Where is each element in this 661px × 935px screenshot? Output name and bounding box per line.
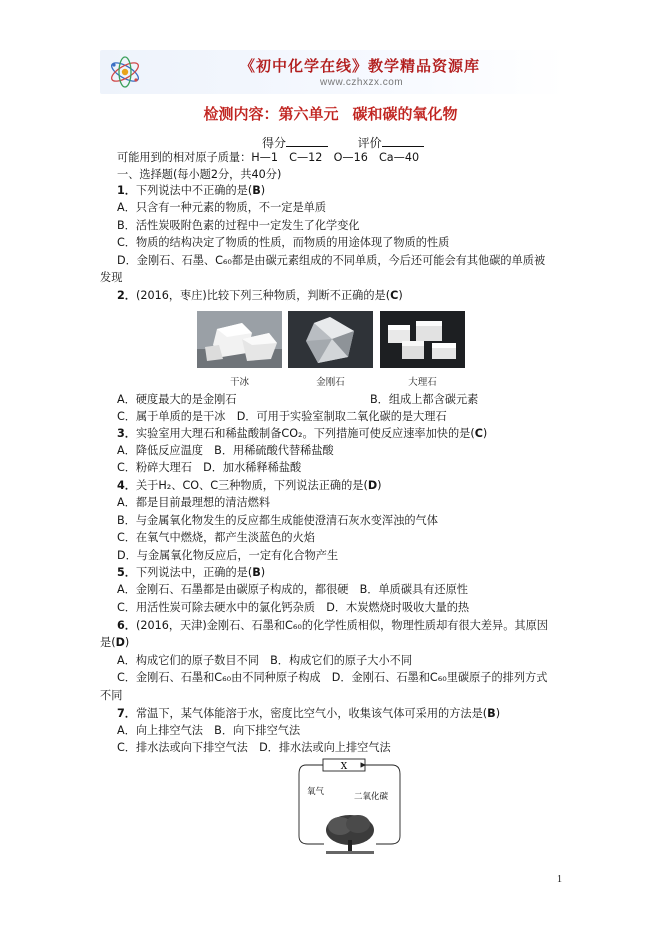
question-stem: 常温下，某气体能溶于水，密度比空气小，收集该气体可采用的方法是( — [135, 707, 488, 720]
q4-option-c: C．在氧气中燃烧，都产生淡蓝色的火焰 — [117, 531, 316, 544]
dry-ice-photo — [197, 311, 282, 368]
q5-option-b: B．单质碳具有还原性 — [359, 583, 468, 596]
caption-marble: 大理石 — [408, 377, 437, 388]
question-stem: 下列说法中，正确的是( — [135, 566, 253, 579]
q6-option-d-cont: 不同 — [100, 689, 123, 702]
q3-option-ab — [117, 443, 334, 459]
question-number: 5． — [117, 566, 136, 579]
q2-option-a: A．硬度最大的是金刚石 — [117, 393, 237, 406]
q4-option-d: D．与金属氧化物反应后，一定有化合物产生 — [117, 549, 339, 562]
marble-photo — [380, 311, 465, 368]
paren-close: ) — [495, 707, 501, 720]
question-number: 1． — [117, 184, 136, 197]
question-2 — [117, 288, 403, 304]
q1-option-c: C．物质的结构决定了物质的性质，而物质的用途体现了物质的性质 — [117, 236, 450, 249]
question-number: 3． — [117, 427, 136, 440]
question-stem: 下列说法中不正确的是( — [135, 184, 253, 197]
q5-option-d: D．木炭燃烧时吸收大量的热 — [326, 601, 470, 614]
title-unit: 检测内容：第六单元 — [203, 105, 339, 123]
q4-option-b: B．与金属氧化物发生的反应都生成能使澄清石灰水变浑浊的气体 — [117, 514, 438, 527]
caption-diamond: 金刚石 — [316, 377, 345, 388]
answer: C — [474, 427, 483, 440]
question-number: 4． — [117, 479, 136, 492]
banner-title: 《初中化学在线》教学精品资源库 — [240, 57, 481, 75]
caption-dry-ice: 干冰 — [229, 377, 249, 388]
q1-option-b: B．活性炭吸附色素的过程中一定发生了化学变化 — [117, 219, 360, 232]
score-row — [262, 134, 424, 151]
q5-option-c: C．用活性炭可除去硬水中的氯化钙杂质 — [117, 601, 316, 614]
title-topic: 碳和碳的氧化物 — [352, 105, 458, 123]
left-loop-line — [299, 765, 324, 844]
question-number: 7． — [117, 707, 136, 720]
molecule-logo-icon — [106, 53, 144, 91]
q2-option-c: C．属于单质的是干冰 — [117, 410, 226, 423]
q7-option-cd — [117, 740, 391, 756]
co2-label: 二氧化碳 — [354, 792, 389, 802]
q7-option-d: D．排水法或向上排空气法 — [259, 741, 391, 754]
answer: B — [252, 184, 261, 197]
q6-option-b: B．构成它们的原子大小不同 — [270, 654, 413, 667]
q6-option-ab — [117, 653, 412, 669]
question-stem: 关于H₂、CO、C三种物质，下列说法正确的是( — [135, 479, 368, 492]
answer: D — [367, 479, 378, 492]
answer: C — [390, 289, 399, 302]
atomic-mass-line: 可能用到的相对原子质量：H—1 C—12 O—16 Ca—40 — [117, 151, 420, 164]
question-number: 2． — [117, 289, 136, 302]
question-3 — [117, 426, 487, 442]
page-number: 1 — [557, 874, 562, 885]
q3-option-c: C．粉碎大理石 — [117, 461, 192, 474]
x-box-label: X — [340, 762, 348, 772]
paren-close: ) — [124, 636, 130, 649]
q3-option-b: B．用稀硫酸代替稀盐酸 — [214, 444, 334, 457]
q7-option-c: C．排水法或向下排空气法 — [117, 741, 248, 754]
question-7 — [117, 706, 500, 722]
question-stem: (2016，枣庄)比较下列三种物质，判断不正确的是( — [135, 289, 391, 302]
q2-option-cd — [117, 409, 447, 425]
q7-option-b: B．向下排空气法 — [214, 724, 301, 737]
tree-icon — [326, 815, 374, 854]
q7-option-ab — [117, 723, 300, 739]
page-title — [0, 103, 661, 124]
question-stem: 是( — [100, 636, 116, 649]
score-blank — [286, 135, 328, 147]
question-4 — [117, 478, 382, 494]
answer: B — [487, 707, 496, 720]
carbon-cycle-diagram — [296, 758, 406, 860]
q6-option-a: A．构成它们的原子数目不同 — [117, 654, 259, 667]
q5-option-cd — [117, 600, 469, 616]
paren-close: ) — [377, 479, 382, 492]
paren-close: ) — [398, 289, 403, 302]
section-heading: 一、选择题(每小题2分，共40分) — [117, 168, 282, 181]
answer: D — [115, 636, 125, 649]
q7-option-a: A．向上排空气法 — [117, 724, 203, 737]
diamond-photo — [288, 311, 373, 368]
q5-option-ab — [117, 582, 468, 598]
q1-option-d: D．金刚石、石墨、C₆₀都是由碳元素组成的不同单质，今后还可能会有其他碳的单质被 — [117, 254, 546, 267]
q6-option-c: C．金刚石、石墨和C₆₀由不同种原子构成 — [117, 671, 321, 684]
banner-url: www.czhxzx.com — [320, 77, 404, 88]
q3-option-a: A．降低反应温度 — [117, 444, 203, 457]
q6-option-d: D．金刚石、石墨和C₆₀里碳原子的排列方式 — [331, 671, 548, 684]
paren-close: ) — [260, 566, 266, 579]
comment-blank — [382, 135, 424, 147]
question-stem: 实验室用大理石和稀盐酸制备CO₂。下列措施可使反应速率加快的是( — [135, 427, 475, 440]
comment-label: 评价 — [357, 136, 382, 150]
answer: B — [252, 566, 261, 579]
q4-option-a: A．都是目前最理想的清洁燃料 — [117, 496, 271, 509]
question-1 — [117, 183, 265, 199]
q1-option-a: A．只含有一种元素的物质，不一定是单质 — [117, 201, 327, 214]
q3-option-cd — [117, 460, 301, 476]
question-6 — [117, 618, 548, 634]
question-number: 6． — [117, 619, 136, 632]
question-5 — [117, 565, 265, 581]
oxygen-label: 氧气 — [307, 787, 325, 797]
paren-close: ) — [260, 184, 266, 197]
question-6-cont — [100, 635, 129, 651]
q3-option-d: D．加水稀释稀盐酸 — [203, 461, 302, 474]
header-banner — [100, 50, 566, 94]
score-label: 得分 — [262, 136, 287, 150]
question-stem: (2016，天津)金刚石、石墨和C₆₀的化学性质相似，物理性质却有很大差异。其原因 — [135, 619, 548, 632]
q5-option-a: A．金刚石、石墨都是由碳原子构成的，都很硬 — [117, 583, 349, 596]
paren-close: ) — [482, 427, 488, 440]
q2-option-d: D．可用于实验室制取二氧化碳的是大理石 — [236, 410, 447, 423]
q1-option-d-cont: 发现 — [100, 271, 123, 284]
q2-option-b: B．组成上都含碳元素 — [370, 393, 479, 406]
q6-option-cd — [117, 670, 547, 686]
